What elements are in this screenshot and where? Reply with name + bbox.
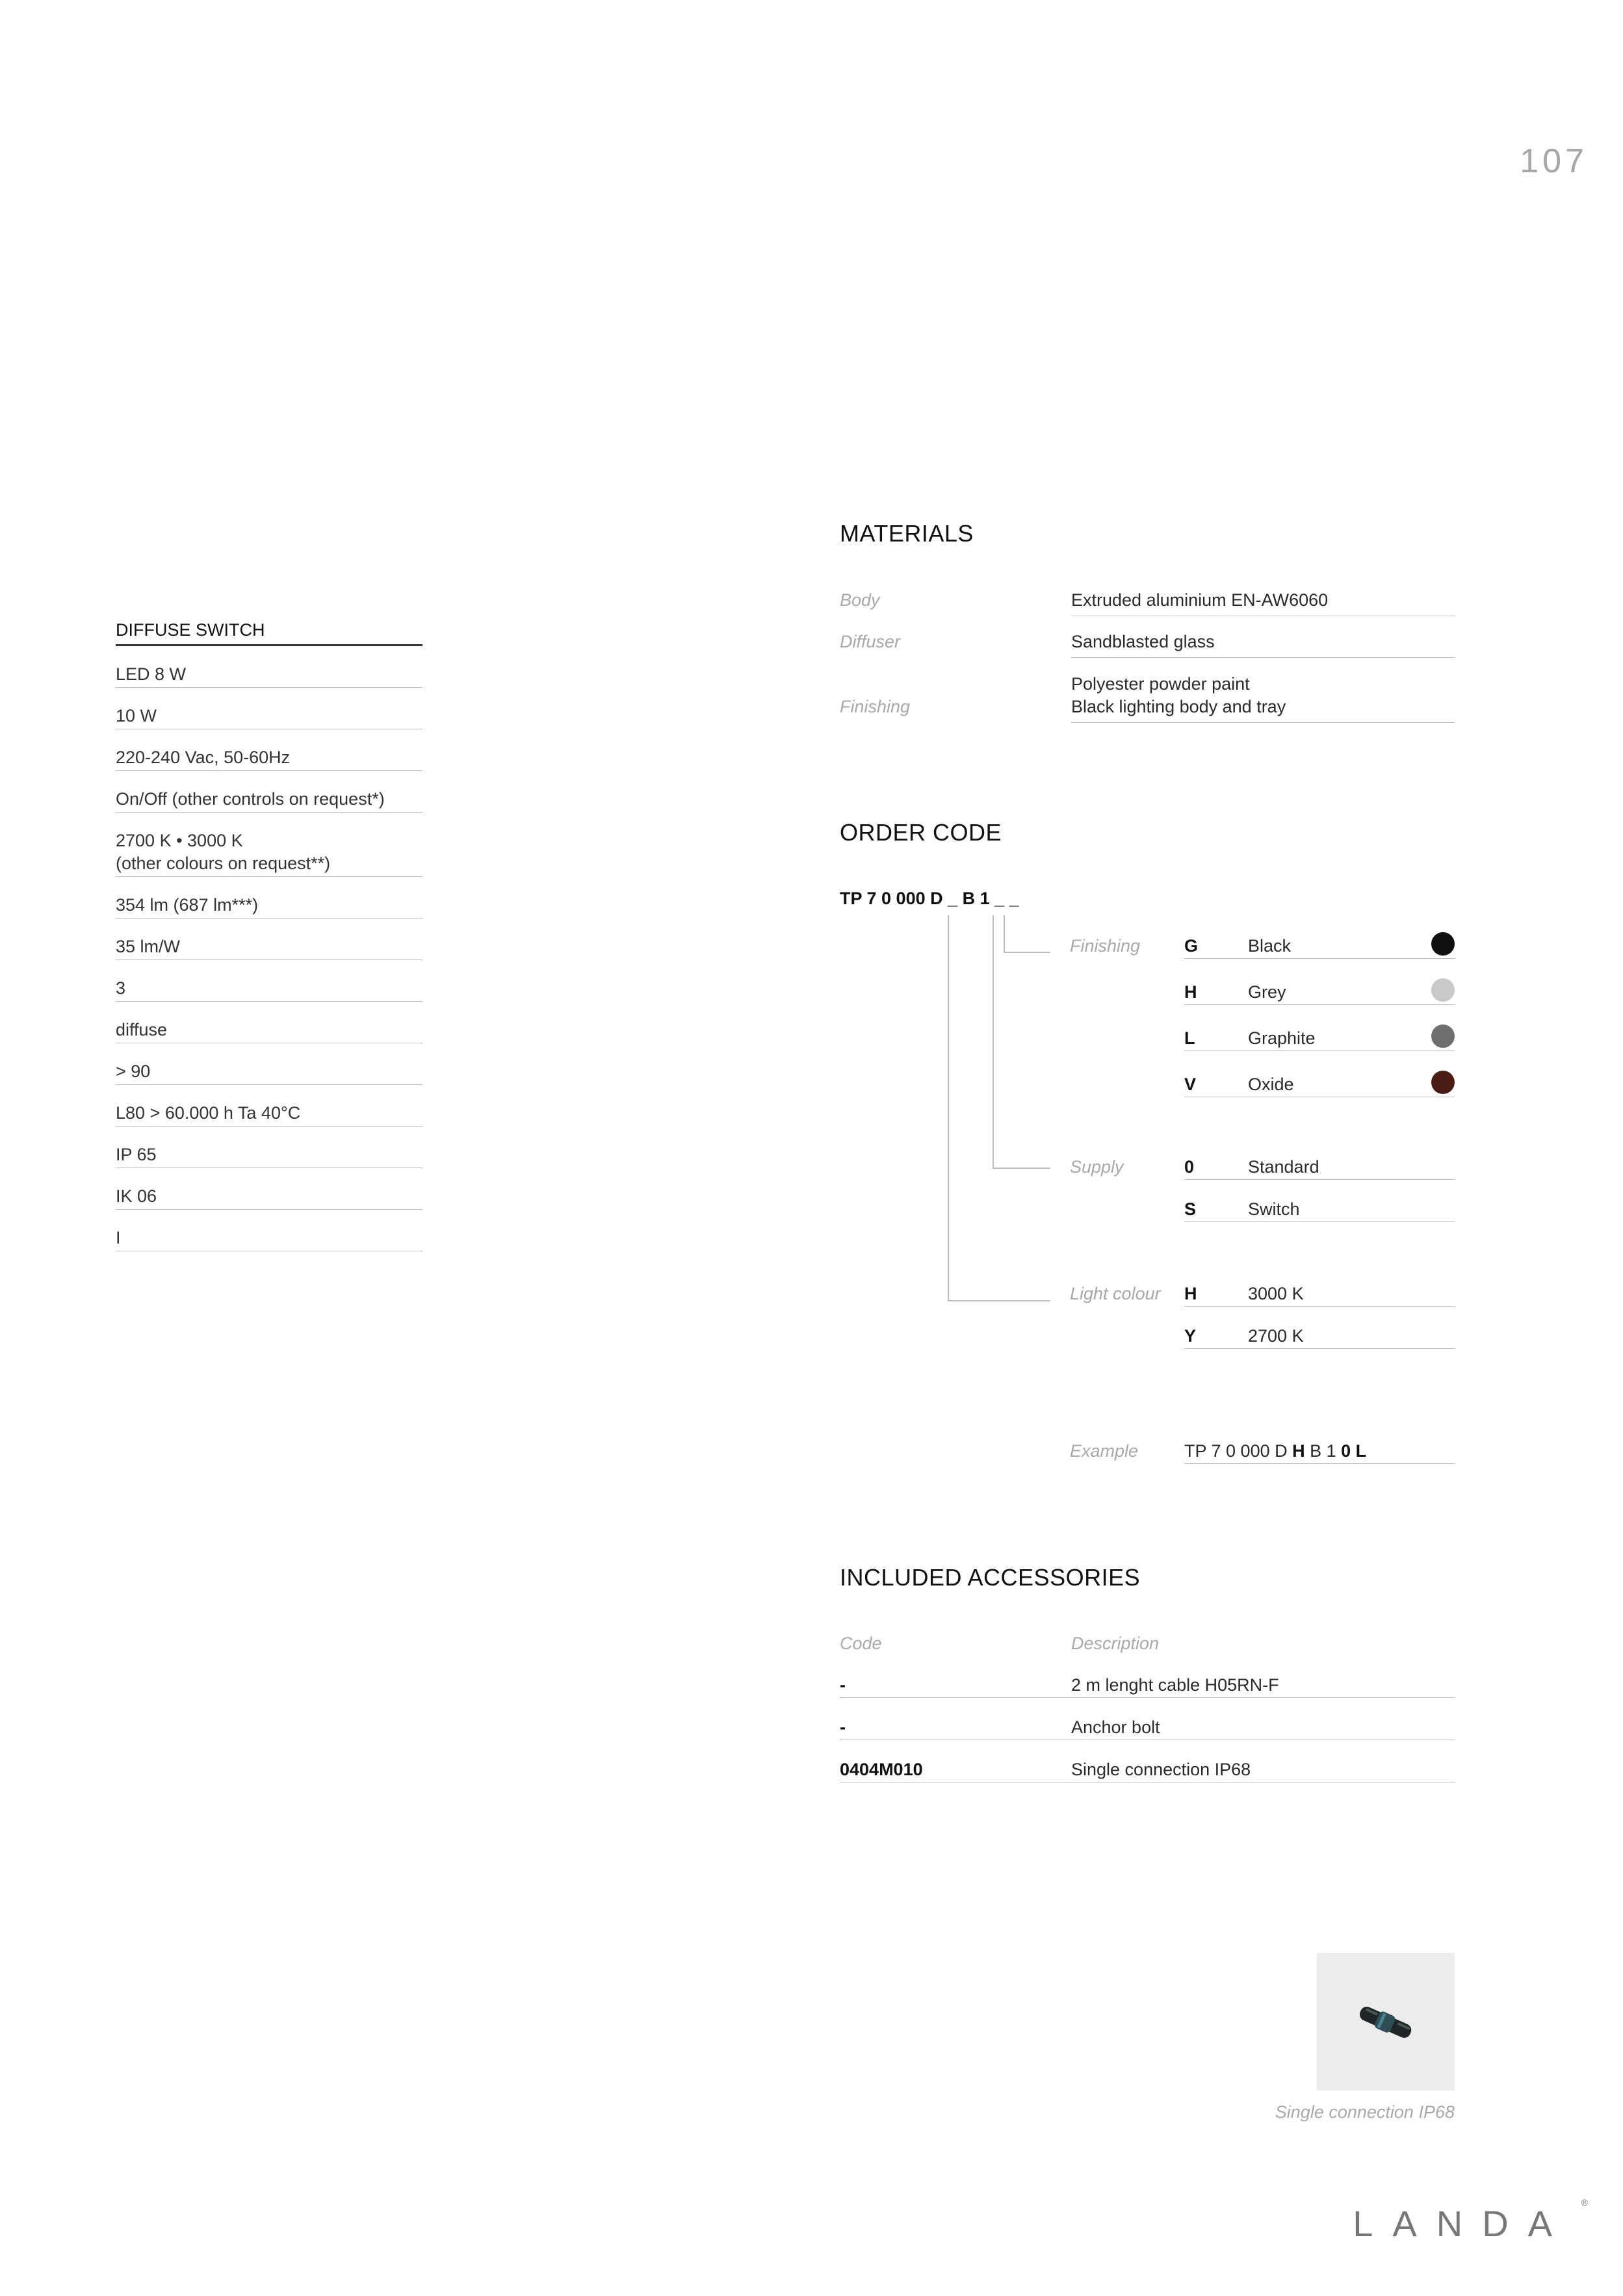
brand-logo: LANDA	[1353, 2203, 1572, 2244]
materials-value-body: Extruded aluminium EN-AW6060	[1071, 589, 1455, 616]
connector-image	[1317, 1953, 1455, 2091]
order-code-heading: ORDER CODE	[840, 819, 1002, 846]
spec-list	[116, 619, 422, 1251]
swatch-black	[1431, 932, 1455, 956]
swatch-graphite	[1431, 1024, 1455, 1048]
accessories-heading: INCLUDED ACCESSORIES	[840, 1564, 1141, 1591]
connector-supply-h	[993, 1168, 1050, 1169]
connector-light-v	[948, 915, 949, 1301]
spec-row: diffuse	[116, 1002, 422, 1043]
spec-row: On/Off (other controls on request*)	[116, 771, 422, 813]
spec-row: LED 8 W	[116, 646, 422, 688]
finishing-option-grey: H Grey	[1184, 980, 1455, 1005]
spec-row: > 90	[116, 1043, 422, 1085]
connector-supply-v	[993, 915, 994, 1169]
spec-title: DIFFUSE SWITCH	[116, 619, 422, 646]
spec-row: 35 lm/W	[116, 919, 422, 960]
materials-heading: MATERIALS	[840, 520, 974, 547]
finishing-option-oxide: V Oxide	[1184, 1072, 1455, 1097]
materials-label-finishing: Finishing	[840, 697, 911, 716]
materials-label-diffuser: Diffuser	[840, 632, 901, 651]
accessory-row-cable: - 2 m lenght cable H05RN-F	[840, 1673, 1455, 1698]
connector-photo	[1317, 1953, 1455, 2091]
spec-row: 220-240 Vac, 50-60Hz	[116, 729, 422, 771]
light-option-2700k: Y 2700 K	[1184, 1324, 1455, 1349]
spec-row: I	[116, 1210, 422, 1251]
finishing-option-graphite: L Graphite	[1184, 1026, 1455, 1051]
connector-finishing-v	[1004, 915, 1005, 953]
supply-label: Supply	[1070, 1157, 1124, 1177]
example-label: Example	[1070, 1441, 1139, 1461]
spec-row: 3	[116, 960, 422, 1002]
supply-option-switch: S Switch	[1184, 1197, 1455, 1222]
accessories-col-description: Description	[1071, 1634, 1160, 1653]
spec-row: IP 65	[116, 1127, 422, 1168]
page-number: 107	[1520, 142, 1588, 180]
accessory-row-connection: 0404M010 Single connection IP68	[840, 1757, 1455, 1782]
light-colour-label: Light colour	[1070, 1284, 1161, 1303]
registered-mark-icon: ®	[1581, 2197, 1588, 2208]
spec-row: 2700 K • 3000 K (other colours on request**)	[116, 813, 422, 877]
swatch-oxide	[1431, 1071, 1455, 1094]
accessory-row-anchor-bolt: - Anchor bolt	[840, 1715, 1455, 1740]
materials-value-diffuser: Sandblasted glass	[1071, 631, 1455, 658]
photo-caption: Single connection IP68	[1275, 2102, 1455, 2122]
order-code-pattern: TP 7 0 000 D _ B 1 _ _	[840, 889, 1019, 908]
accessories-col-code: Code	[840, 1634, 882, 1653]
spec-row: 10 W	[116, 688, 422, 729]
connector-finishing-h	[1004, 952, 1050, 953]
materials-value-finishing: Polyester powder paint Black lighting body and tray	[1071, 673, 1455, 723]
swatch-grey	[1431, 978, 1455, 1002]
example-code: TP 7 0 000 D H B 1 0 L	[1184, 1439, 1455, 1464]
materials-label-body: Body	[840, 590, 880, 610]
finishing-option-black: G Black	[1184, 933, 1455, 959]
light-option-3000k: H 3000 K	[1184, 1281, 1455, 1307]
finishing-label: Finishing	[1070, 936, 1141, 956]
spec-row: 354 lm (687 lm***)	[116, 877, 422, 919]
spec-row: L80 > 60.000 h Ta 40°C	[116, 1085, 422, 1127]
connector-light-h	[948, 1300, 1050, 1301]
spec-row: IK 06	[116, 1168, 422, 1210]
supply-option-standard: 0 Standard	[1184, 1155, 1455, 1180]
